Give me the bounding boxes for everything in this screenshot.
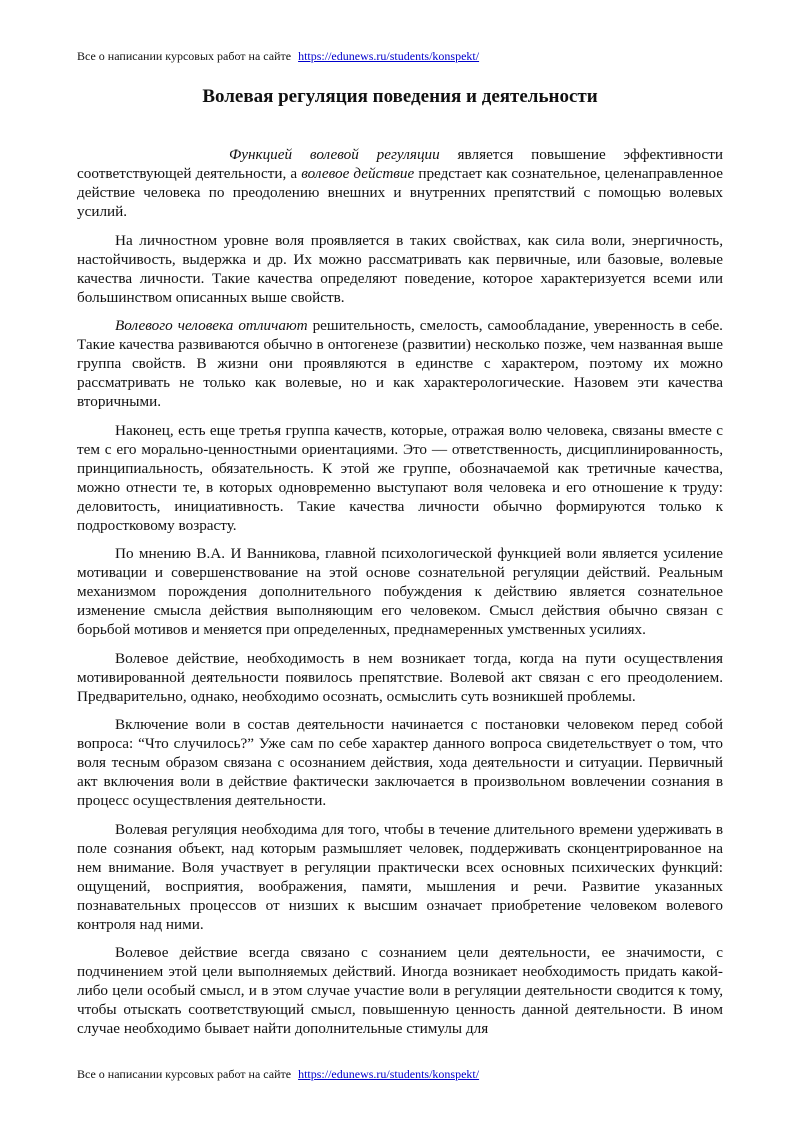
page-footer (77, 1067, 479, 1082)
paragraph-4: Наконец, есть еще третья группа качеств, которые, отражая волю человека, связаны вместе с тем с его морально-ценностными ориентациями. Это — ответственность, дисциплинированность, принципиальность, обязательность. К этой же группе, обозначаемой как третичные качества, можно отнести те, в которых одновременно выступают воля человека и его отношение к труду: деловитость, инициативность. Такие качества личности обычно формируются только к подростковому возрасту. (77, 421, 723, 534)
paragraph-6: Волевое действие, необходимость в нем возникает тогда, когда на пути осуществления мотивированной деятельности появилось препятствие. Волевой акт связан с его преодолением. Предварительно, однако, необходимо осознать, осмыслить суть возникшей проблемы. (77, 649, 723, 705)
header-text: Все о написании курсовых работ на сайте (77, 49, 292, 63)
paragraph-3 (77, 316, 723, 411)
document-body (77, 145, 723, 1048)
paragraph-3-text: решительность, смелость, самообладание, уверенность в себе. Такие качества развиваются обычно в онтогенезе (развитии) несколько позже, чем названная выше группа свойств. В жизни они проявляются в единстве с характером, поэтому их можно рассматривать не только как волевые, но и как характерологические. Назовем эти качества вторичными. (77, 317, 723, 410)
emphasis-volitional-person: Волевого человека отличают (115, 317, 308, 334)
page-header (77, 49, 479, 64)
emphasis-volitional-action: волевое действие (301, 165, 415, 182)
paragraph-1-text-b: предстает как сознательное, целенаправленное действие человека по преодолению внешних и внутренних препятствий с помощью волевых усилий. (77, 165, 724, 220)
document-title: Волевая регуляция поведения и деятельности (202, 86, 598, 107)
paragraph-8: Волевая регуляция необходима для того, чтобы в течение длительного времени удерживать в поле сознания объект, над которым размышляет человек, поддерживать сконцентрированное на нем внимание. Воля участвует в регуляции практически всех основных психических функций: ощущений, восприятия, воображения, памяти, мышления и речи. Развитие указанных познавательных процессов от низших к высшим означает приобретение человеком волевого контроля над ними. (77, 820, 723, 933)
paragraph-2: На личностном уровне воля проявляется в таких свойствах, как сила воли, энергичность, настойчивость, выдержка и др. Их можно рассматривать как первичные, или базовые, волевые качества личности. Такие качества определяют поведение, которое характеризуется всеми или большинством описанных выше свойств. (77, 231, 723, 306)
paragraph-1-text-a: является повышение эффективности соответствующей деятельности, а (77, 146, 723, 182)
paragraph-1 (77, 145, 723, 221)
paragraph-7: Включение воли в состав деятельности начинается с постановки человеком перед собой вопроса: “Что случилось?” Уже сам по себе характер данного вопроса свидетельствует о том, что воля тесным образом связана с осознанием действия, хода деятельности и ситуации. Первичный акт включения воли в действие фактически заключается в произвольном вовлечении сознания в процесс осуществления деятельности. (77, 716, 723, 809)
paragraph-5: По мнению В.А. И Ванникова, главной психологической функцией воли является усиление мотивации и совершенствование на этой основе сознательной регуляции действий. Реальным механизмом порождения дополнительного побуждения к действию является сознательное изменение смысла действия выполняющим его человеком. Смысл действия обычно связан с борьбой мотивов и меняется при определенных, преднамеренных умственных усилиях. (77, 545, 723, 638)
header-site-link[interactable]: https://edunews.ru/students/konspekt/ (298, 49, 480, 63)
footer-text: Все о написании курсовых работ на сайте (77, 1067, 292, 1081)
paragraph-9: Волевое действие всегда связано с сознанием цели деятельности, ее значимости, с подчинением этой цели выполняемых действий. Иногда возникает необходимость придать какой-либо цели особый смысл, и в этом случае участие воли в регуляции деятельности сводится к тому, чтобы отыскать соответствующий смысл, повышенную ценность данной деятельности. В ином случае необходимо бывает найти дополнительные стимулы для (77, 944, 723, 1037)
footer-site-link[interactable]: https://edunews.ru/students/konspekt/ (298, 1067, 480, 1081)
emphasis-volitional-regulation: Функцией волевой регуляции (229, 146, 440, 163)
